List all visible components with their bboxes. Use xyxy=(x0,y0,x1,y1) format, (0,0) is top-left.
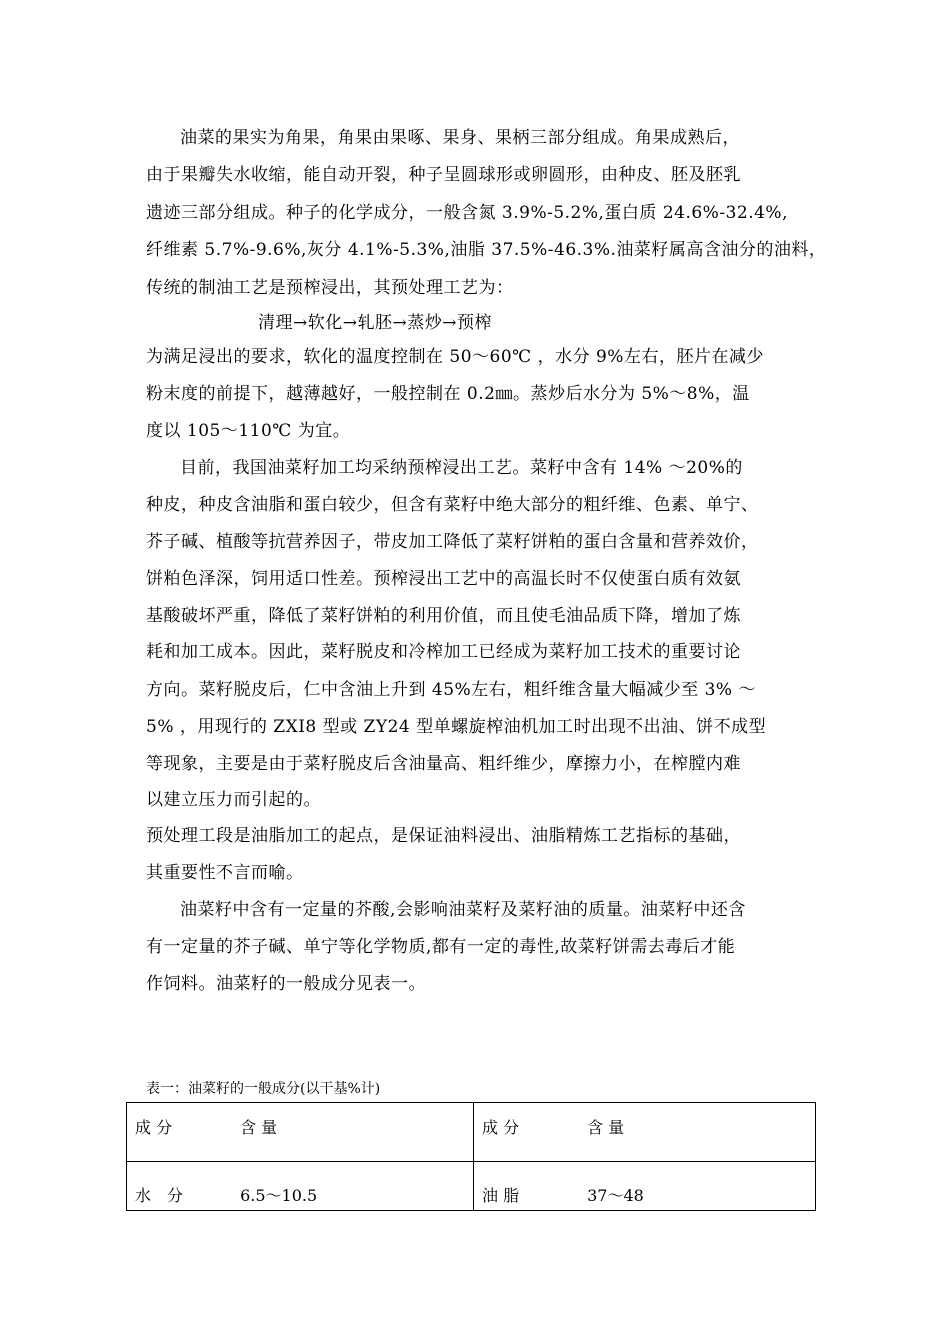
paragraph-3-line-6: 耗和加工成本。因此，菜籽脱皮和冷榨加工已经成为菜籽加工技术的重要讨论 xyxy=(146,642,741,662)
paragraph-3-line-2: 种皮，种皮含油脂和蛋白较少，但含有菜籽中绝大部分的粗纤维、色素、单宁、 xyxy=(146,495,759,515)
header-content-label: 含 量 xyxy=(240,1118,278,1137)
paragraph-1-line-1: 油菜的果实为角果，角果由果啄、果身、果柄三部分组成。角果成熟后， xyxy=(180,128,740,148)
paragraph-3-line-1: 目前，我国油菜籽加工均采纳预榨浸出工艺。菜籽中含有 14% ～20%的 xyxy=(180,458,743,478)
table-cell-right xyxy=(474,1162,816,1211)
paragraph-4-line-2: 其重要性不言而喻。 xyxy=(146,863,304,883)
table-row xyxy=(127,1162,816,1211)
table-caption: 表一：油菜籽的一般成分(以干基%计) xyxy=(146,1081,381,1097)
component-name: 水 分 xyxy=(135,1186,184,1205)
paragraph-5-line-1: 油菜籽中含有一定量的芥酸,会影响油菜籽及菜籽油的质量。油菜籽中还含 xyxy=(180,900,746,920)
process-flow: 清理→软化→轧胚→蒸炒→预榨 xyxy=(258,313,492,333)
table-header-row xyxy=(127,1103,816,1162)
paragraph-3-line-8: 5% ，用现行的 ZXI8 型或 ZY24 型单螺旋榨油机加工时出现不出油、饼不成型 xyxy=(146,717,767,737)
paragraph-3-line-7: 方向。菜籽脱皮后，仁中含油上升到 45%左右，粗纤维含量大幅减少至 3% ～ xyxy=(146,680,756,700)
paragraph-3-line-9: 等现象，主要是由于菜籽脱皮后含油量高、粗纤维少，摩擦力小，在榨膛内难 xyxy=(146,754,741,774)
paragraph-1-line-4: 纤维素 5.7%-9.6%,灰分 4.1%-5.3%,油脂 37.5%-46.3%.油菜籽属高含油分的油料， xyxy=(146,240,827,260)
paragraph-1-line-2: 由于果瓣失水收缩，能自动开裂，种子呈圆球形或卵圆形，由种皮、胚及胚乳 xyxy=(146,165,741,185)
paragraph-3-line-4: 饼粕色泽深，饲用适口性差。预榨浸出工艺中的高温长时不仅使蛋白质有效氨 xyxy=(146,569,741,589)
paragraph-2-line-1: 为满足浸出的要求，软化的温度控制在 50～60℃ ，水分 9%左右，胚片在减少 xyxy=(146,347,764,367)
paragraph-5-line-2: 有一定量的芥子碱、单宁等化学物质,都有一定的毒性,故菜籽饼需去毒后才能 xyxy=(146,937,736,957)
component-content: 37～48 xyxy=(587,1186,644,1205)
paragraph-1-line-3: 遗迹三部分组成。种子的化学成分，一般含氮 3.9%-5.2%,蛋白质 24.6%-32.4%, xyxy=(146,203,788,223)
component-name: 油 脂 xyxy=(482,1186,520,1205)
table-header-cell-right xyxy=(474,1103,816,1162)
paragraph-2-line-3: 度以 105～110℃ 为宜。 xyxy=(146,421,351,441)
table-header-cell-left xyxy=(127,1103,474,1162)
paragraph-2-line-2: 粉末度的前提下，越薄越好，一般控制在 0.2㎜。蒸炒后水分为 5%～8%，温 xyxy=(146,384,750,404)
table-cell-left xyxy=(127,1162,474,1211)
paragraph-1-line-5: 传统的制油工艺是预榨浸出，其预处理工艺为： xyxy=(146,278,514,298)
paragraph-3-line-5: 基酸破坏严重，降低了菜籽饼粕的利用价值，而且使毛油品质下降，增加了炼 xyxy=(146,606,741,626)
paragraph-3-line-10: 以建立压力而引起的。 xyxy=(146,790,321,810)
paragraph-3-line-3: 芥子碱、植酸等抗营养因子，带皮加工降低了菜籽饼粕的蛋白含量和营养效价， xyxy=(146,532,759,552)
paragraph-4-line-1: 预处理工段是油脂加工的起点，是保证油料浸出、油脂精炼工艺指标的基础， xyxy=(146,826,741,846)
header-component-label: 成 分 xyxy=(482,1118,520,1137)
header-content-label: 含 量 xyxy=(587,1118,625,1137)
header-component-label: 成 分 xyxy=(135,1118,173,1137)
component-content: 6.5～10.5 xyxy=(240,1186,318,1205)
paragraph-5-line-3: 作饲料。油菜籽的一般成分见表一。 xyxy=(146,974,426,994)
composition-table xyxy=(126,1102,816,1211)
